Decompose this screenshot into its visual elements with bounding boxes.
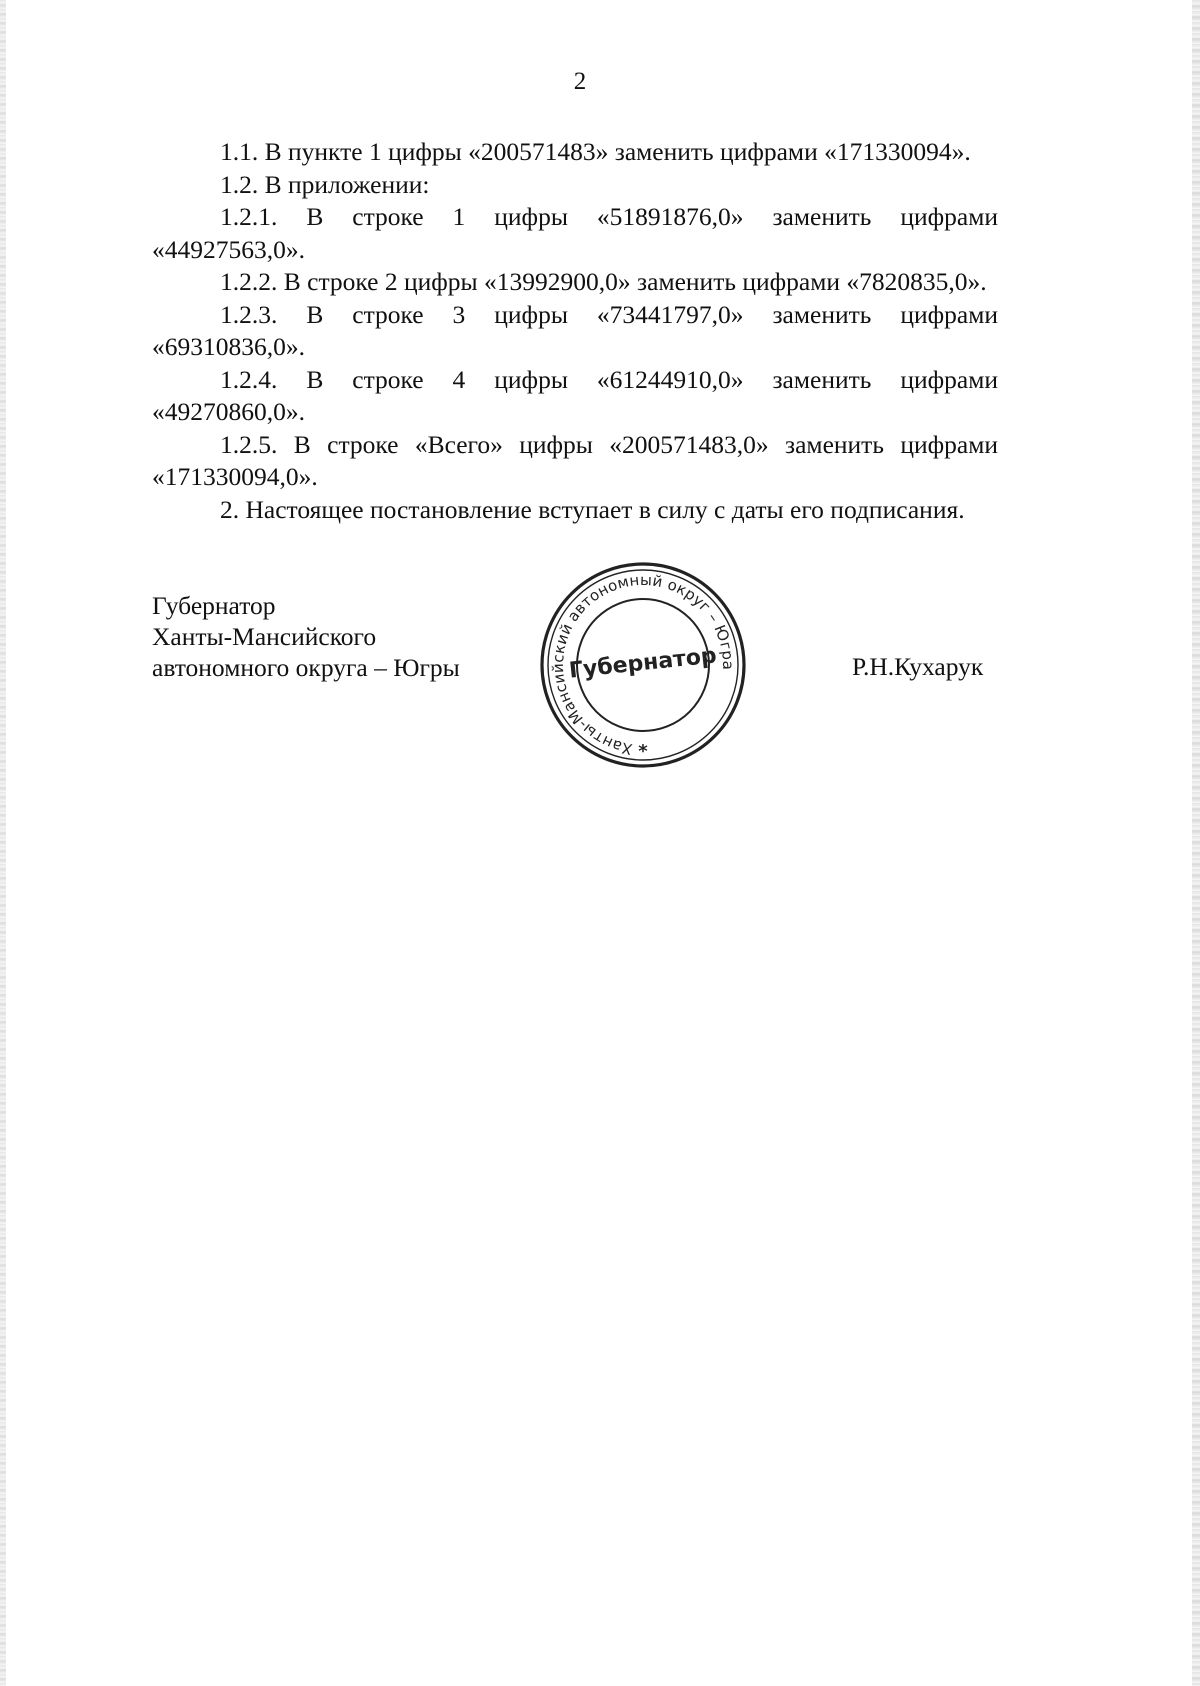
signer-name: Р.Н.Кухарук	[852, 652, 984, 681]
seal-star: *	[638, 741, 648, 762]
paragraph-1-2-5: 1.2.5. В строке «Всего» цифры «200571483,0» заменить цифрами «171330094,0».	[152, 429, 998, 491]
paragraph-1-2-1: 1.2.1. В строке 1 цифры «51891876,0» заменить цифрами «44927563,0».	[152, 202, 998, 264]
page-number: 2	[573, 68, 587, 95]
paragraph-1-2: 1.2. В приложении:	[220, 169, 430, 199]
signature-position	[152, 590, 512, 683]
scan-edge-left	[0, 0, 6, 1686]
document-body	[152, 136, 998, 526]
seal-ring-text: Ханты-Мансийский автономный округ – Югра	[548, 570, 738, 759]
official-seal	[536, 558, 750, 772]
paragraph-1-2-2: 1.2.2. В строке 2 цифры «13992900,0» заменить цифрами «7820835,0».	[220, 267, 987, 296]
position-line-3: автономного округа – Югры	[152, 653, 460, 682]
seal-center-text: Губернатор	[567, 643, 718, 684]
paragraph-1-1: 1.1. В пункте 1 цифры «200571483» заменить цифрами «171330094».	[220, 137, 971, 166]
scan-edge-right	[1192, 0, 1200, 1686]
paragraph-1-2-4: 1.2.4. В строке 4 цифры «61244910,0» заменить цифрами «49270860,0».	[152, 364, 998, 426]
position-line-1: Губернатор	[152, 591, 276, 620]
paragraph-1-2-3: 1.2.3. В строке 3 цифры «73441797,0» заменить цифрами «69310836,0».	[152, 299, 998, 361]
paragraph-2: 2. Настоящее постановление вступает в силу с даты его подписания.	[220, 494, 965, 524]
position-line-2: Ханты-Мансийского	[152, 622, 377, 651]
